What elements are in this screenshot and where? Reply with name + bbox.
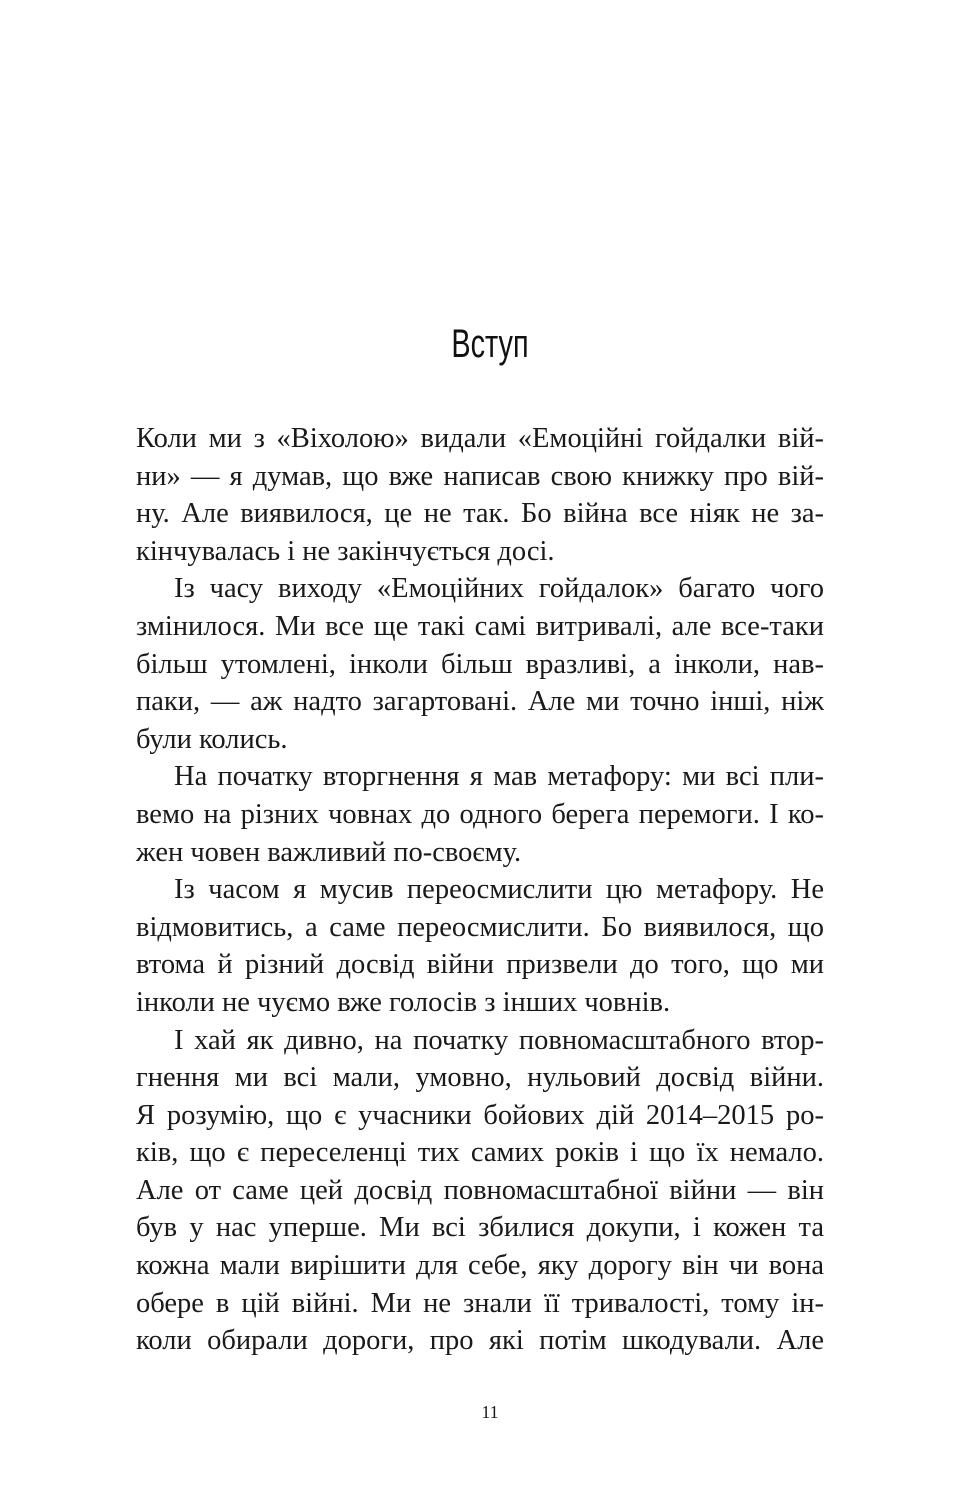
- text-line: Але от саме цей досвід повномасштабної війни — він: [136, 1174, 824, 1206]
- text-line: був у нас уперше. Ми всі збилися докупи, і кожен та: [136, 1212, 824, 1244]
- text-line: відмовитись, а саме переосмислити. Бо виявилося, що: [136, 911, 824, 943]
- text-line: вемо на різних човнах до одного берега перемоги. І ко-: [136, 798, 824, 830]
- text-line: коли обирали дороги, про які потім шкодували. Але: [136, 1325, 824, 1357]
- paragraph: [136, 570, 824, 758]
- text-line: більш утомлені, інколи більш вразливі, а інколи, нав-: [136, 648, 824, 680]
- paragraph: [136, 420, 824, 570]
- text-line: кінчувалась і не закінчується досі.: [136, 535, 555, 567]
- text-line: ну. Але виявилося, це не так. Бо війна все ніяк не за-: [136, 498, 824, 530]
- text-line: Коли ми з «Віхолою» видали «Емоційні гойдалки вій-: [136, 423, 824, 454]
- paragraph: [136, 1022, 824, 1360]
- text-line: Я розумію, що є учасники бойових дій 2014–2015 ро-: [136, 1099, 824, 1131]
- text-line: змінилося. Ми все ще такі самі витривалі, але все-таки: [136, 610, 824, 642]
- text-line: втома й різний досвід війни призвели до того, що ми: [136, 949, 824, 981]
- paragraph: [136, 758, 824, 871]
- text-line: кожна мали вирішити для себе, яку дорогу він чи вона: [136, 1250, 824, 1282]
- body-text: [136, 420, 824, 1360]
- paragraph: [136, 871, 824, 1021]
- text-line: були колись.: [136, 723, 288, 755]
- text-line: інколи не чуємо вже голосів з інших човнів.: [136, 986, 671, 1018]
- text-line: обере в цій війні. Ми не знали її тривалості, тому ін-: [136, 1287, 824, 1319]
- text-line: жен човен важливий по-своєму.: [136, 836, 522, 868]
- text-line: ни» — я думав, що вже написав свою книжку про вій-: [136, 460, 824, 492]
- page-number: 11: [481, 1402, 499, 1422]
- text-line: Із часу виходу «Емоційних гойдалок» багато чого: [174, 573, 824, 605]
- text-line: І хай як дивно, на початку повномасштабного втор-: [174, 1024, 824, 1056]
- text-line: На початку вторгнення я мав метафору: ми всі пли-: [174, 761, 824, 793]
- text-line: гнення ми всі мали, умовно, нульовий досвід війни.: [136, 1062, 824, 1094]
- text-line: ків, що є переселенці тих самих років і що їх немало.: [136, 1137, 824, 1169]
- text-line: Із часом я мусив переосмислити цю метафору. Не: [174, 874, 824, 906]
- chapter-title: Вступ: [451, 322, 529, 366]
- text-line: паки, — аж надто загартовані. Але ми точно інші, ніж: [136, 686, 824, 718]
